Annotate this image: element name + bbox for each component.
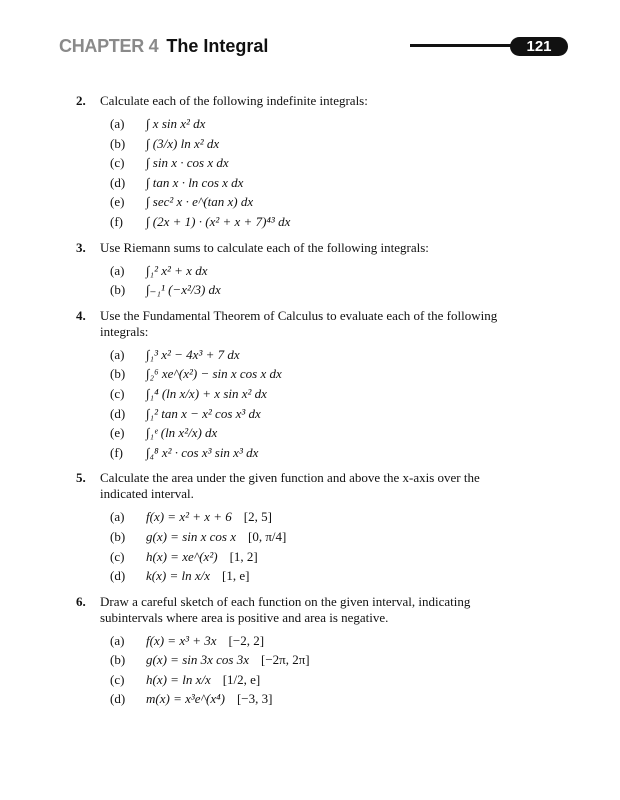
page-number: 121 [510,37,568,56]
sub-item [106,364,500,384]
interval: [1/2, e] [222,671,261,687]
problem [76,240,500,256]
interval: [0, π/4] [248,528,287,544]
sub-item [106,114,500,134]
sub-item-label: (c) [110,155,125,171]
math-expression: ∫₋₁¹ (−x²/3) dx [146,282,221,298]
math-expression: ∫₂⁶ xe^(x²) − sin x cos x dx [146,366,282,382]
math-expression: ∫ sec² x · e^(tan x) dx [146,194,254,210]
sub-item-label: (c) [110,671,125,687]
math-expression: ∫₁² tan x − x² cos x³ dx [146,405,261,421]
chapter-title: The Integral [166,36,269,56]
problem [76,594,500,626]
problem-number: 6. [76,593,86,609]
sub-item [106,280,500,300]
sub-item-label: (d) [110,691,126,707]
math-expression: f(x) = x² + x + 6 [146,509,232,525]
sub-item-label: (b) [110,652,126,668]
sub-item-label: (d) [110,174,126,190]
sub-item-list [106,114,500,232]
sub-item [106,192,500,212]
math-expression: ∫₄⁸ x² · cos x³ sin x³ dx [146,444,259,460]
interval: [2, 5] [243,509,272,525]
sub-item [106,507,500,527]
sub-item-label: (a) [110,632,125,648]
math-expression: ∫ sin x · cos x dx [146,155,229,171]
math-expression: g(x) = sin x cos x [146,528,236,544]
math-expression: ∫₁⁴ (ln x/x) + x sin x² dx [146,385,267,401]
sub-item [106,547,500,567]
sub-item [106,404,500,424]
math-expression: ∫ x sin x² dx [146,116,206,131]
sub-item-label: (b) [110,135,126,151]
math-expression: ∫ (3/x) ln x² dx [146,135,220,151]
sub-item-list [106,631,500,709]
sub-item [106,212,500,232]
sub-item [106,689,500,709]
math-expression: ∫₁³ x² − 4x³ + 7 dx [146,346,240,362]
interval: [1, 2] [229,548,258,564]
chapter-label: CHAPTER 4 [59,36,159,56]
math-expression: ∫₁ᵉ (ln x²/x) dx [146,425,218,441]
sub-item [106,345,500,365]
sub-item [106,423,500,443]
sub-item-label: (e) [110,194,125,210]
problem-text: Draw a careful sketch of each function on the given interval, indicating subintervals where area is positive and area is negative. [100,593,471,625]
sub-item-label: (f) [110,444,123,460]
sub-item [106,566,500,586]
math-expression: ∫ (2x + 1) · (x² + x + 7)⁴³ dx [146,213,291,229]
sub-item [106,153,500,173]
sub-item-label: (a) [110,346,125,362]
sub-item-label: (d) [110,568,126,584]
math-expression: g(x) = sin 3x cos 3x [146,652,249,668]
sub-item [106,261,500,281]
sub-item-label: (c) [110,548,125,564]
sub-item-list [106,507,500,585]
interval: [−2π, 2π] [261,652,310,668]
sub-item-label: (b) [110,366,126,382]
math-expression: h(x) = ln x/x [146,671,211,687]
problem [76,470,500,502]
sub-item-label: (d) [110,405,126,421]
sub-item [106,631,500,651]
sub-item [106,384,500,404]
sub-item-label: (a) [110,509,125,525]
sub-item-label: (a) [110,116,125,131]
sub-item-label: (b) [110,282,126,298]
sub-item-label: (b) [110,528,126,544]
interval: [−2, 2] [228,632,265,648]
problem-number: 2. [76,93,86,108]
problem-number: 5. [76,470,86,486]
problem-text: Calculate the area under the given function and above the x-axis over the indicated interval. [100,470,480,502]
math-expression: m(x) = x³e^(x⁴) [146,691,225,707]
sub-item [106,527,500,547]
sub-item-label: (e) [110,425,125,441]
sub-item [106,650,500,670]
sub-item-label: (a) [110,262,125,278]
math-expression: ∫₁² x² + x dx [146,262,208,278]
sub-item [106,670,500,690]
sub-item-list [106,261,500,300]
sub-item-label: (f) [110,213,123,229]
problem [76,308,500,340]
sub-item-list [106,345,500,463]
problem-text: Use Riemann sums to calculate each of the following integrals: [100,239,429,255]
problem-list [76,93,500,717]
page-header [59,36,268,57]
interval: [−3, 3] [236,691,273,707]
problem-number: 3. [76,239,86,255]
problem-text: Use the Fundamental Theorem of Calculus to evaluate each of the following integrals: [100,307,498,339]
sub-item-label: (c) [110,385,125,401]
sub-item [106,443,500,463]
header-rule [410,44,520,47]
math-expression: f(x) = x³ + 3x [146,632,217,648]
problem-text: Calculate each of the following indefinite integrals: [100,93,368,108]
math-expression: ∫ tan x · ln cos x dx [146,174,244,190]
math-expression: k(x) = ln x/x [146,568,210,584]
sub-item [106,173,500,193]
sub-item [106,134,500,154]
problem-number: 4. [76,307,86,323]
problem [76,93,500,109]
interval: [1, e] [221,568,250,584]
math-expression: h(x) = xe^(x²) [146,548,218,564]
